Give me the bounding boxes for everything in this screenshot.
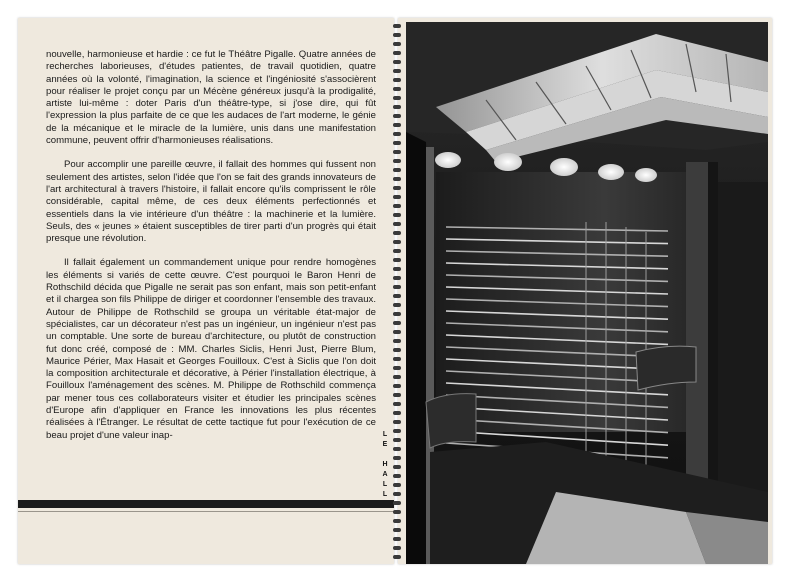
spiral-coil: [393, 285, 401, 289]
spiral-coil: [393, 276, 401, 280]
spiral-coil: [393, 528, 401, 532]
spiral-coil: [393, 33, 401, 37]
spiral-coil: [393, 366, 401, 370]
spiral-coil: [393, 465, 401, 469]
side-label-letter: L: [382, 491, 388, 498]
side-label-letter: E: [382, 441, 388, 448]
paragraph-2: Pour accomplir une pareille œuvre, il fallait des hommes qui fussent non seulement des artistes, selon l'idée que l'on se fait des grands innovateurs de l'art architectural à travers l'histoire, il fallait encore qu'ils comprissent le rôle considérable, capital même, de ces deux éléments perfectionnés et essentiels dans la vie intérieure d'un théâtre : la machinerie et la lumière. Seuls, des « jeunes » étaient susceptibles de tirer parti d'un progrès qui était presque une révolution.: [46, 159, 376, 245]
spiral-coil: [393, 204, 401, 208]
spiral-coil: [393, 411, 401, 415]
side-label-letter: H: [382, 461, 388, 468]
spiral-coil: [393, 303, 401, 307]
spiral-coil: [393, 267, 401, 271]
side-label-letter: A: [382, 471, 388, 478]
spiral-coil: [393, 393, 401, 397]
spiral-coil: [393, 501, 401, 505]
spiral-coil: [393, 321, 401, 325]
spiral-coil: [393, 429, 401, 433]
spiral-coil: [393, 222, 401, 226]
spiral-coil: [393, 447, 401, 451]
spiral-coil: [393, 150, 401, 154]
spiral-coil: [393, 240, 401, 244]
spiral-coil: [393, 420, 401, 424]
spiral-coil: [393, 510, 401, 514]
spiral-coil: [393, 330, 401, 334]
spiral-coil: [393, 483, 401, 487]
spiral-coil: [393, 195, 401, 199]
spiral-binding-icon: [392, 18, 402, 564]
spiral-coil: [393, 537, 401, 541]
spiral-coil: [393, 24, 401, 28]
paragraph-3: Il fallait également un commandement unique pour rendre homogènes les éléments si variés de cette œuvre. C'est pourquoi le Baron Henri de Rothschild décida que Pigalle ne serait pas son enfant, mais son petit-enfant et il chargea son fils Philippe de diriger et coordonner l'ensemble des travaux. Autour de Philippe de Rothschild se groupa un véritable état-major de spécialistes, car un décorateur n'est pas un ingénieur, un ingénieur n'est pas un comptable. Une sorte de bureau d'architecture, ou plutôt de construction fut donc créé, composé de : MM. Charles Siclis, Henri Just, Pierre Blum, Maurice Périer, Max Hasait et Georges Fouilloux. C'est à Siclis que l'on doit la composition architecturale et décorative, à Périer l'installation électrique, à Fouilloux l'aménagement des scènes. M. Philippe de Rothschild commença par mener tous ces collaborateurs visiter et étudier les principales scènes d'Europe afin d'appliquer en France les innovations les plus récentes réalisées à l'Étranger. Le résultat de cette tactique fut pour l'exécution de ce beau projet d'une valeur inap-: [46, 257, 376, 441]
spiral-coil: [393, 375, 401, 379]
spiral-coil: [393, 114, 401, 118]
spiral-coil: [393, 231, 401, 235]
spiral-coil: [393, 519, 401, 523]
spiral-coil: [393, 69, 401, 73]
spiral-coil: [393, 438, 401, 442]
spiral-coil: [393, 402, 401, 406]
spiral-coil: [393, 132, 401, 136]
spiral-coil: [393, 474, 401, 478]
spiral-coil: [393, 555, 401, 559]
bottom-rule: [18, 511, 394, 512]
spiral-coil: [393, 96, 401, 100]
spiral-coil: [393, 51, 401, 55]
spiral-coil: [393, 492, 401, 496]
spiral-coil: [393, 141, 401, 145]
spiral-coil: [393, 177, 401, 181]
left-page: [18, 18, 394, 564]
spiral-coil: [393, 213, 401, 217]
spiral-coil: [393, 456, 401, 460]
spiral-coil: [393, 249, 401, 253]
spiral-coil: [393, 357, 401, 361]
side-label-letter: L: [382, 481, 388, 488]
spiral-coil: [393, 294, 401, 298]
side-label-le-hall: [380, 430, 390, 500]
left-balcony: [426, 394, 476, 448]
paragraph-1: nouvelle, harmonieuse et hardie : ce fut le Théâtre Pigalle. Quatre années de recherches laborieuses, d'études patientes, de travail quotidien, quatre années où la volonté, l'imagination, la science et l'ingéniosité s'associèrent pour réaliser le projet conçu par un Mécène généreux jusqu'à la prodigalité, artiste lui-même : doter Paris d'un théâtre-type, si j'ose dire, qui fût l'expression la plus parfaite de ce que les audaces de l'art moderne, le génie de la mécanique et le miracle de la lumière, unis dans une manifestation commune, peuvent offrir d'harmonieuses réalisations.: [46, 49, 376, 147]
spiral-coil: [393, 159, 401, 163]
spiral-coil: [393, 546, 401, 550]
back-wall: [436, 172, 716, 432]
article-text: [46, 49, 376, 454]
spiral-coil: [393, 168, 401, 172]
side-label-letter: L: [382, 431, 388, 438]
spiral-coil: [393, 312, 401, 316]
theatre-hall-photograph: [406, 22, 768, 564]
side-label-letter: [380, 450, 390, 460]
spiral-coil: [393, 60, 401, 64]
spiral-coil: [393, 87, 401, 91]
spiral-coil: [393, 123, 401, 127]
spiral-coil: [393, 42, 401, 46]
spiral-coil: [393, 384, 401, 388]
spiral-coil: [393, 339, 401, 343]
spiral-coil: [393, 348, 401, 352]
spiral-coil: [393, 105, 401, 109]
bottom-black-band: [18, 500, 394, 508]
spiral-coil: [393, 186, 401, 190]
spiral-coil: [393, 258, 401, 262]
spiral-coil: [393, 78, 401, 82]
